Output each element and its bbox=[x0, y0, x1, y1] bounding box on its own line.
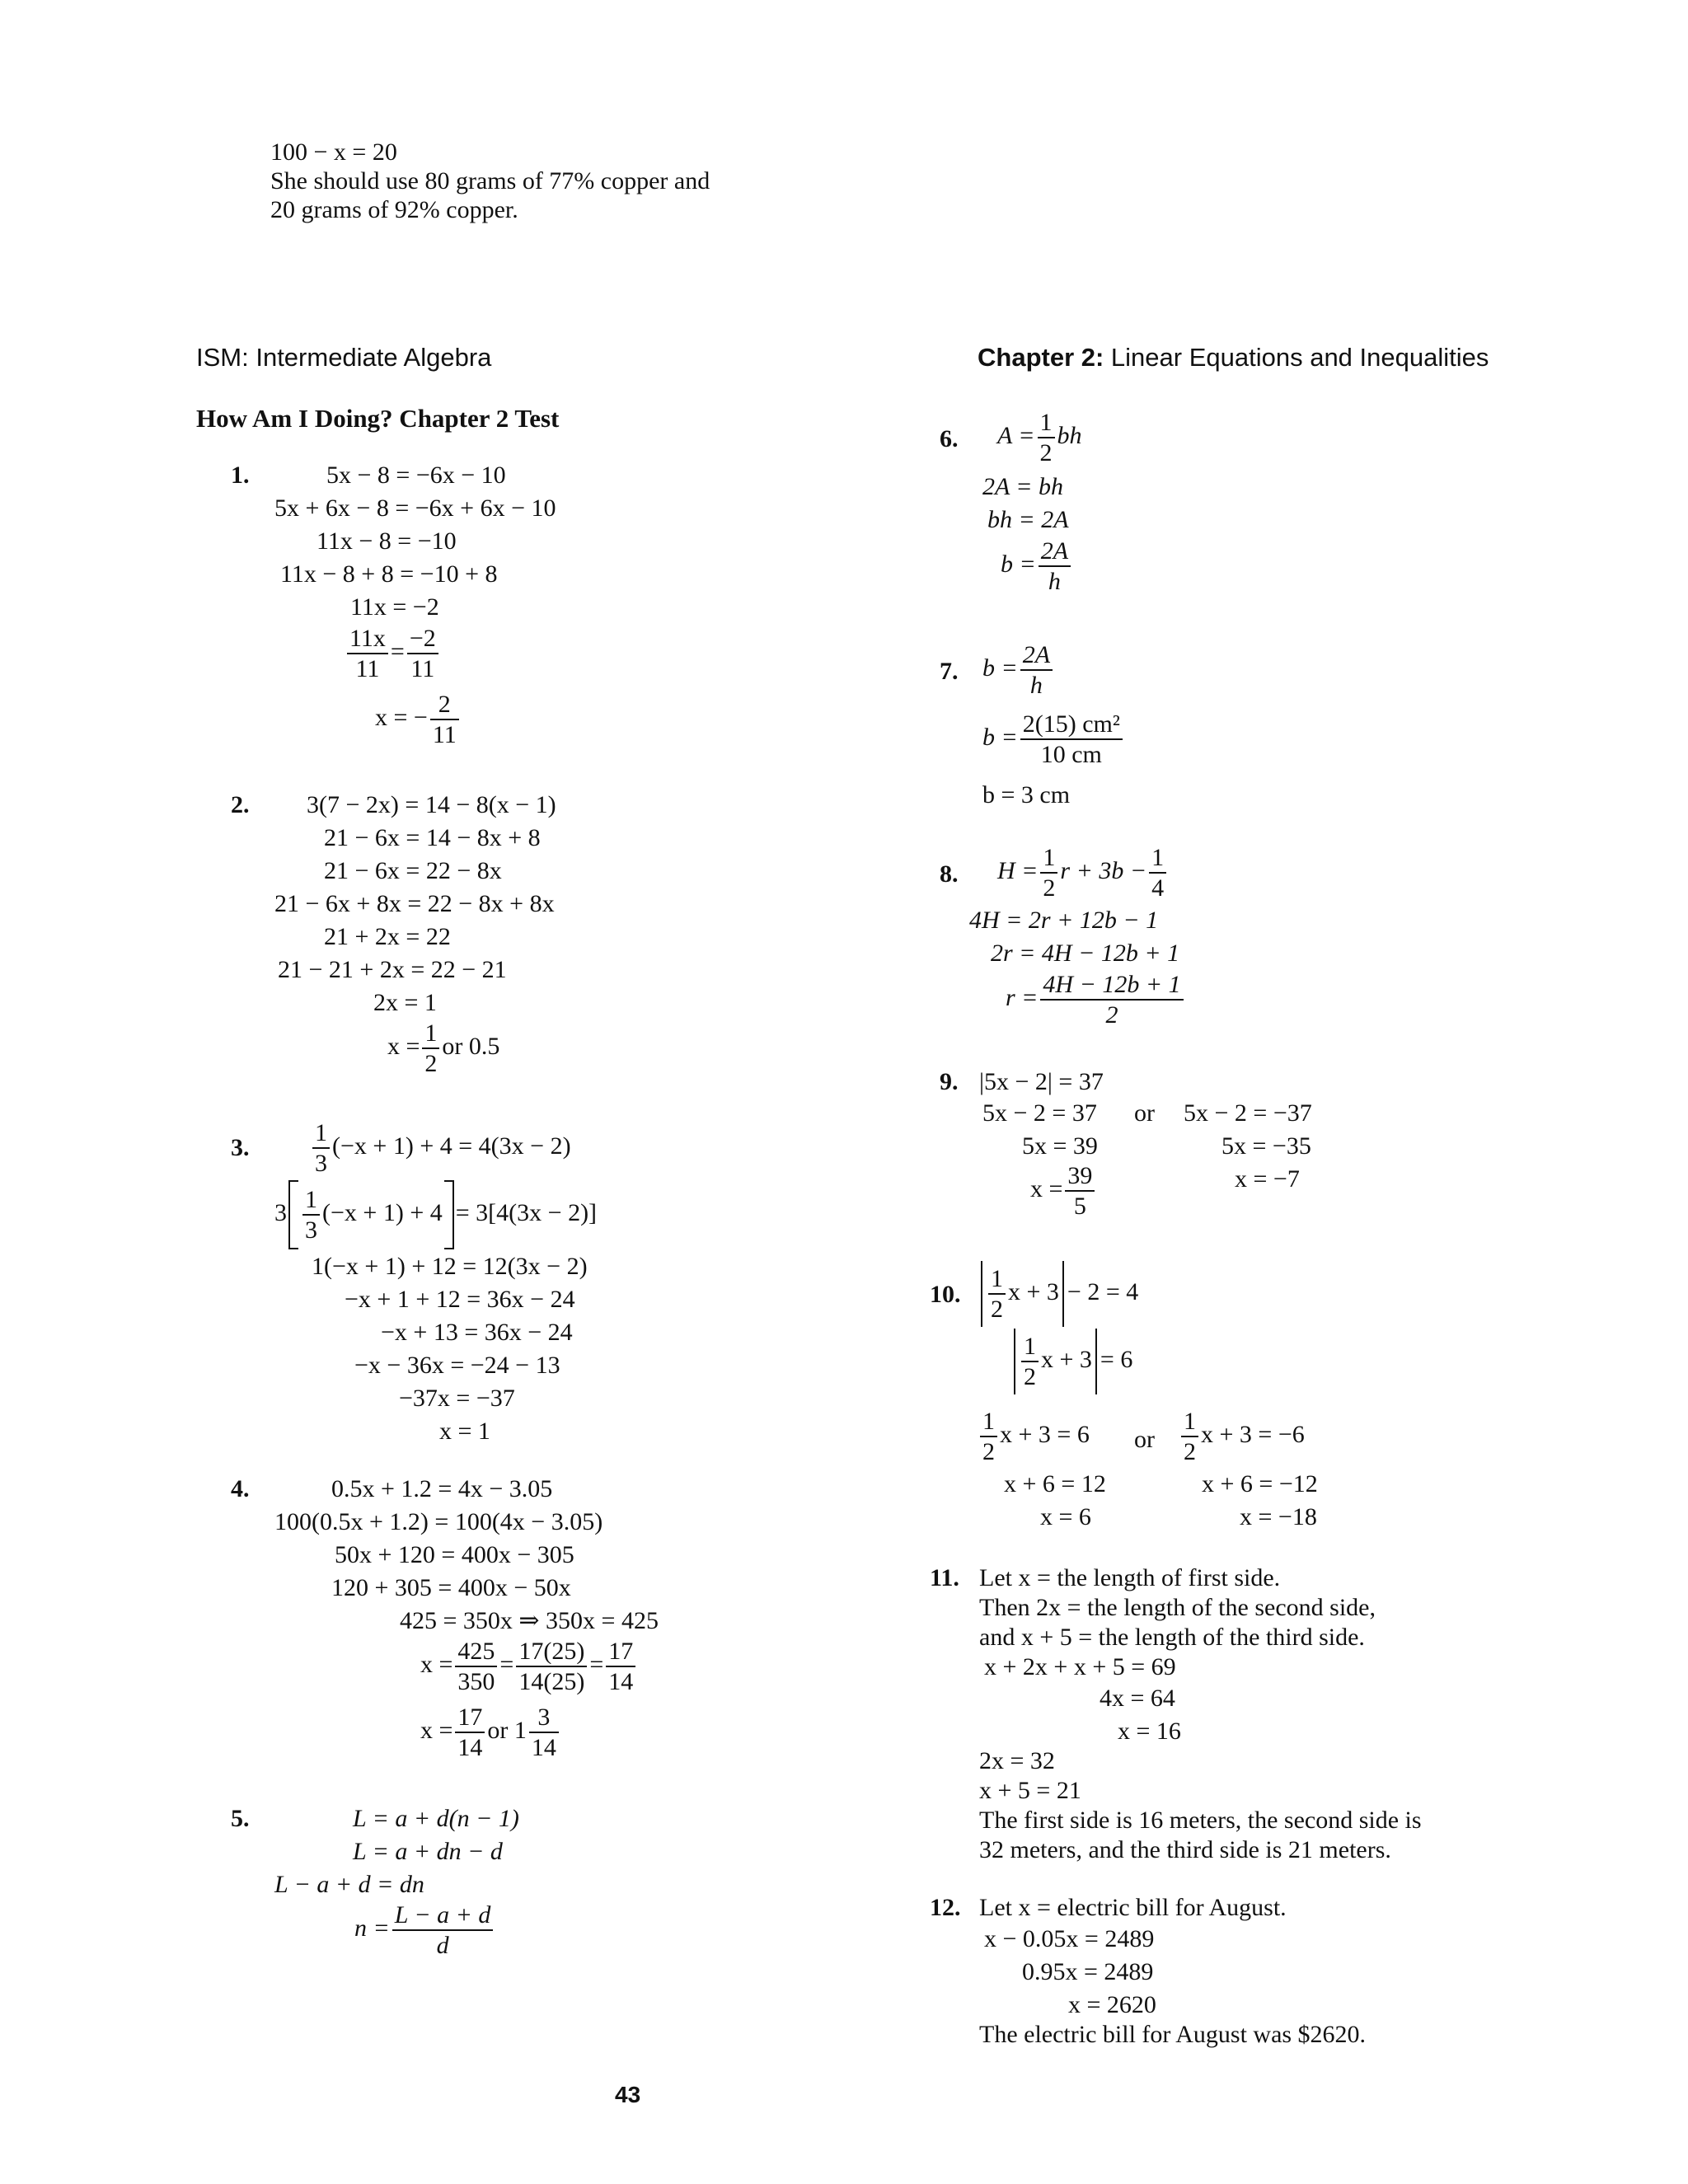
problem-2-number: 2. bbox=[231, 791, 250, 818]
p8-frac1-num: 1 bbox=[1040, 844, 1057, 874]
p11-line-5: 4x = 64 bbox=[1100, 1685, 1175, 1712]
p10-b1-frac-num: 1 bbox=[1181, 1408, 1198, 1437]
p5-frac-den: d bbox=[436, 1932, 449, 1959]
p7-frac2-den: 10 cm bbox=[1040, 741, 1102, 768]
p4-line-4: 120 + 305 = 400x − 50x bbox=[331, 1574, 571, 1601]
p11-line-6: x = 16 bbox=[1118, 1718, 1181, 1745]
p2-line-3: 21 − 6x = 22 − 8x bbox=[324, 857, 502, 884]
left-bracket bbox=[288, 1180, 298, 1249]
p10-a1-frac-den: 2 bbox=[982, 1438, 995, 1465]
p12-line-1: Let x = electric bill for August. bbox=[979, 1894, 1287, 1921]
p1-x-lead: x = − bbox=[375, 703, 428, 731]
p10-l2-frac-den: 2 bbox=[1024, 1363, 1036, 1390]
p4-x-lead: x = bbox=[420, 1650, 453, 1678]
p6-b-den: h bbox=[1048, 568, 1061, 595]
top-line-2: She should use 80 grams of 77% copper and bbox=[270, 167, 710, 194]
p2-line-1: 3(7 − 2x) = 14 − 8(x − 1) bbox=[307, 791, 556, 818]
p4-answer bbox=[420, 1704, 561, 1761]
p9-b1: 5x − 2 = −37 bbox=[1184, 1099, 1312, 1127]
p10-a1-frac-num: 1 bbox=[980, 1408, 997, 1437]
p5-frac-num: L − a + d bbox=[392, 1901, 494, 1931]
p10-a3: x = 6 bbox=[1040, 1503, 1091, 1530]
p2-or-decimal: or 0.5 bbox=[442, 1032, 500, 1060]
page-number: 43 bbox=[615, 2082, 641, 2107]
p10-l2-frac-num: 1 bbox=[1021, 1333, 1039, 1362]
top-line-1: 100 − x = 20 bbox=[270, 138, 397, 166]
p9-a3 bbox=[1030, 1162, 1097, 1220]
problem-12-number: 12. bbox=[930, 1894, 961, 1921]
p3-line-7: −37x = −37 bbox=[399, 1385, 515, 1412]
p8-frac1-den: 2 bbox=[1043, 874, 1056, 902]
p10-a1 bbox=[978, 1408, 1090, 1465]
p3-line-1 bbox=[310, 1119, 571, 1177]
p9-b3: x = −7 bbox=[1235, 1165, 1300, 1193]
p11-line-2: Then 2x = the length of the second side, bbox=[979, 1594, 1376, 1621]
abs-bar-left-2 bbox=[1014, 1329, 1015, 1394]
p6-bh: bh bbox=[1057, 421, 1082, 449]
p4-line-5: 425 = 350x ⇒ 350x = 425 bbox=[400, 1607, 659, 1634]
p12-line-3: 0.95x = 2489 bbox=[1022, 1958, 1154, 1985]
problem-1-number: 1. bbox=[231, 462, 250, 489]
problem-5-number: 5. bbox=[231, 1805, 250, 1832]
p8-r-den: 2 bbox=[1105, 1001, 1118, 1029]
p3-frac-den: 3 bbox=[315, 1150, 327, 1177]
p7-line-2 bbox=[982, 710, 1125, 768]
p3-line-2-tail: = 3[4(3x − 2)] bbox=[455, 1198, 598, 1226]
abs-bar-right-2 bbox=[1095, 1329, 1097, 1394]
p8-answer bbox=[1006, 971, 1186, 1029]
p6-b-lead: b = bbox=[1001, 550, 1036, 578]
p3-frac-num: 1 bbox=[312, 1119, 330, 1149]
p11-line-10: 32 meters, and the third side is 21 meters. bbox=[979, 1836, 1391, 1863]
p10-l1-inner: x + 3 bbox=[1008, 1277, 1059, 1305]
p9-a2: 5x = 39 bbox=[1022, 1132, 1098, 1160]
p10-a1-text: x + 3 = 6 bbox=[1000, 1420, 1090, 1448]
p7-frac1-den: h bbox=[1029, 672, 1043, 699]
p3-line-1-tail: (−x + 1) + 4 = 4(3x − 2) bbox=[332, 1132, 571, 1160]
p2-line-7: 2x = 1 bbox=[373, 989, 437, 1016]
p4-frac-a-den: 350 bbox=[457, 1668, 495, 1695]
p3-line-6: −x − 36x = −24 − 13 bbox=[354, 1352, 560, 1379]
problem-10-number: 10. bbox=[930, 1281, 961, 1308]
p10-a2: x + 6 = 12 bbox=[1004, 1470, 1106, 1497]
right-bracket bbox=[444, 1180, 454, 1249]
p10-b3: x = −18 bbox=[1240, 1503, 1317, 1530]
p11-line-4: x + 2x + x + 5 = 69 bbox=[984, 1653, 1176, 1680]
problem-9-number: 9. bbox=[940, 1068, 959, 1095]
p6-frac-den: 2 bbox=[1039, 439, 1053, 466]
p6-b-num: 2A bbox=[1039, 537, 1071, 567]
p3-line-5: −x + 13 = 36x − 24 bbox=[381, 1319, 573, 1346]
p4-frac-c-den: 14 bbox=[608, 1668, 634, 1695]
p8-line-1 bbox=[997, 844, 1169, 902]
p1-frac2-num: −2 bbox=[407, 625, 438, 654]
p9-a1: 5x − 2 = 37 bbox=[982, 1099, 1097, 1127]
p8-frac2-num: 1 bbox=[1149, 844, 1166, 874]
p4-equals-2: = bbox=[589, 1650, 604, 1678]
p3-line2-frac-num: 1 bbox=[302, 1186, 320, 1216]
header-right bbox=[978, 344, 1489, 370]
p10-l1-tail: − 2 = 4 bbox=[1067, 1277, 1139, 1305]
p6-line-1 bbox=[997, 409, 1082, 466]
p1-fraction-line bbox=[345, 625, 441, 682]
p4-line-2: 100(0.5x + 1.2) = 100(4x − 3.05) bbox=[274, 1508, 603, 1535]
p7-b-lead: b = bbox=[982, 654, 1018, 682]
p4-frac-b-den: 14(25) bbox=[518, 1668, 585, 1695]
p1-line-3: 11x − 8 = −10 bbox=[316, 527, 457, 555]
top-line-3: 20 grams of 92% copper. bbox=[270, 196, 518, 223]
p11-line-3: and x + 5 = the length of the third side. bbox=[979, 1624, 1365, 1651]
p8-frac2-den: 4 bbox=[1151, 874, 1165, 902]
problem-11-number: 11. bbox=[930, 1564, 959, 1591]
p3-line-2-lead: 3 bbox=[274, 1198, 287, 1226]
section-title: How Am I Doing? Chapter 2 Test bbox=[196, 404, 560, 433]
p10-l1-frac-num: 1 bbox=[988, 1265, 1006, 1295]
p2-line-4: 21 − 6x + 8x = 22 − 8x + 8x bbox=[274, 890, 555, 917]
p1-frac3-den: 11 bbox=[432, 721, 457, 748]
p9-line-1: |5x − 2| = 37 bbox=[979, 1068, 1104, 1095]
p2-line-6: 21 − 21 + 2x = 22 − 21 bbox=[278, 956, 507, 983]
p2-answer bbox=[387, 1019, 499, 1077]
p6-frac-num: 1 bbox=[1038, 409, 1055, 438]
p4-frac-e-den: 14 bbox=[531, 1734, 556, 1761]
p5-answer bbox=[354, 1901, 495, 1959]
p8-line-2: 4H = 2r + 12b − 1 bbox=[969, 907, 1159, 934]
header-chapter-title: Linear Equations and Inequalities bbox=[1104, 343, 1489, 372]
p3-line-2 bbox=[274, 1180, 597, 1249]
p5-line-1: L = a + d(n − 1) bbox=[353, 1805, 519, 1832]
p9-x-lead: x = bbox=[1030, 1174, 1063, 1202]
p12-line-4: x = 2620 bbox=[1068, 1991, 1156, 2018]
p10-b1 bbox=[1179, 1408, 1305, 1465]
p1-line-1: 5x − 8 = −6x − 10 bbox=[326, 462, 506, 489]
p4-line-1: 0.5x + 1.2 = 4x − 3.05 bbox=[331, 1475, 553, 1502]
p5-n-lead: n = bbox=[354, 1914, 390, 1942]
p1-answer bbox=[375, 691, 462, 748]
p4-or-mixed: or 1 bbox=[487, 1716, 527, 1744]
problem-4-number: 4. bbox=[231, 1475, 250, 1502]
p7-line-3: b = 3 cm bbox=[982, 781, 1071, 808]
p10-l2-tail: = 6 bbox=[1100, 1345, 1133, 1373]
p11-line-9: The first side is 16 meters, the second side is bbox=[979, 1807, 1422, 1834]
p12-line-5: The electric bill for August was $2620. bbox=[979, 2021, 1367, 2048]
p7-line-1 bbox=[982, 641, 1055, 699]
p9-b2: 5x = −35 bbox=[1221, 1132, 1311, 1160]
p6-line-3: bh = 2A bbox=[987, 506, 1069, 533]
p11-line-7: 2x = 32 bbox=[979, 1747, 1055, 1774]
problem-7-number: 7. bbox=[940, 658, 959, 685]
p1-frac2-den: 11 bbox=[410, 655, 435, 682]
p9-frac-den: 5 bbox=[1073, 1193, 1086, 1220]
p10-b1-frac-den: 2 bbox=[1184, 1438, 1196, 1465]
p6-answer bbox=[1001, 537, 1073, 595]
p1-frac3-num: 2 bbox=[430, 691, 459, 720]
p1-line-4: 11x − 8 + 8 = −10 + 8 bbox=[280, 560, 498, 588]
p3-line-2-mid: (−x + 1) + 4 bbox=[322, 1198, 443, 1226]
p8-mid: r + 3b − bbox=[1060, 856, 1147, 884]
p2-line-5: 21 + 2x = 22 bbox=[324, 923, 451, 950]
p8-h-lead: H = bbox=[997, 856, 1039, 884]
p4-frac-e-num: 3 bbox=[529, 1704, 559, 1733]
p11-line-8: x + 5 = 21 bbox=[979, 1777, 1081, 1804]
p10-line-2 bbox=[1010, 1329, 1132, 1394]
p12-line-2: x − 0.05x = 2489 bbox=[984, 1925, 1155, 1952]
p6-line-2: 2A = bh bbox=[982, 473, 1064, 500]
p5-line-3: L − a + d = dn bbox=[274, 1871, 424, 1898]
problem-3-number: 3. bbox=[231, 1134, 250, 1161]
header-left: ISM: Intermediate Algebra bbox=[196, 343, 492, 372]
p10-b1-text: x + 3 = −6 bbox=[1201, 1420, 1305, 1448]
problem-8-number: 8. bbox=[940, 860, 959, 888]
p9-frac-num: 39 bbox=[1065, 1162, 1095, 1192]
p2-frac-num: 1 bbox=[422, 1019, 439, 1049]
p4-fraction-line bbox=[420, 1638, 638, 1695]
p10-b2: x + 6 = −12 bbox=[1202, 1470, 1318, 1497]
p1-frac1-den: 11 bbox=[355, 655, 380, 682]
p9-or: or bbox=[1134, 1099, 1155, 1127]
p3-line-3: 1(−x + 1) + 12 = 12(3x − 2) bbox=[312, 1253, 588, 1280]
p8-r-lead: r = bbox=[1006, 983, 1039, 1011]
p11-line-1: Let x = the length of first side. bbox=[979, 1564, 1281, 1591]
p5-line-2: L = a + dn − d bbox=[353, 1838, 503, 1865]
p8-line-3: 2r = 4H − 12b + 1 bbox=[991, 940, 1180, 967]
p7-frac1-num: 2A bbox=[1020, 641, 1053, 671]
p4-answer-x-lead: x = bbox=[420, 1716, 453, 1744]
p4-frac-b-num: 17(25) bbox=[516, 1638, 587, 1667]
p3-line2-frac-den: 3 bbox=[305, 1216, 317, 1244]
p2-frac-den: 2 bbox=[424, 1050, 438, 1077]
p1-equals: = bbox=[390, 637, 405, 665]
p6-a-lead: A = bbox=[997, 421, 1035, 449]
p10-or: or bbox=[1134, 1426, 1155, 1453]
p2-line-2: 21 − 6x = 14 − 8x + 8 bbox=[324, 824, 541, 851]
abs-bar-right bbox=[1062, 1261, 1064, 1327]
header-chapter-label: Chapter 2: bbox=[978, 343, 1104, 372]
p10-l1-frac-den: 2 bbox=[991, 1296, 1003, 1323]
p4-equals-1: = bbox=[499, 1650, 514, 1678]
p7-b-lead-2: b = bbox=[982, 723, 1018, 751]
p3-line-8: x = 1 bbox=[439, 1418, 490, 1445]
p7-frac2-num: 2(15) cm² bbox=[1020, 710, 1123, 740]
p1-line-5: 11x = −2 bbox=[350, 593, 439, 621]
p4-frac-d-den: 14 bbox=[457, 1734, 483, 1761]
p1-line-2: 5x + 6x − 8 = −6x + 6x − 10 bbox=[274, 494, 556, 522]
p4-frac-d-num: 17 bbox=[455, 1704, 485, 1733]
p4-frac-c-num: 17 bbox=[606, 1638, 635, 1667]
problem-6-number: 6. bbox=[940, 425, 959, 452]
abs-bar-left bbox=[981, 1261, 982, 1327]
p4-frac-a-num: 425 bbox=[455, 1638, 497, 1667]
p10-line-1 bbox=[978, 1261, 1138, 1327]
p8-r-num: 4H − 12b + 1 bbox=[1040, 971, 1183, 1001]
p2-x-lead: x = bbox=[387, 1032, 420, 1060]
p4-line-3: 50x + 120 = 400x − 305 bbox=[335, 1541, 574, 1568]
p3-line-4: −x + 1 + 12 = 36x − 24 bbox=[345, 1286, 575, 1313]
p10-l2-inner: x + 3 bbox=[1041, 1345, 1092, 1373]
p1-frac1-num: 11x bbox=[347, 625, 388, 654]
